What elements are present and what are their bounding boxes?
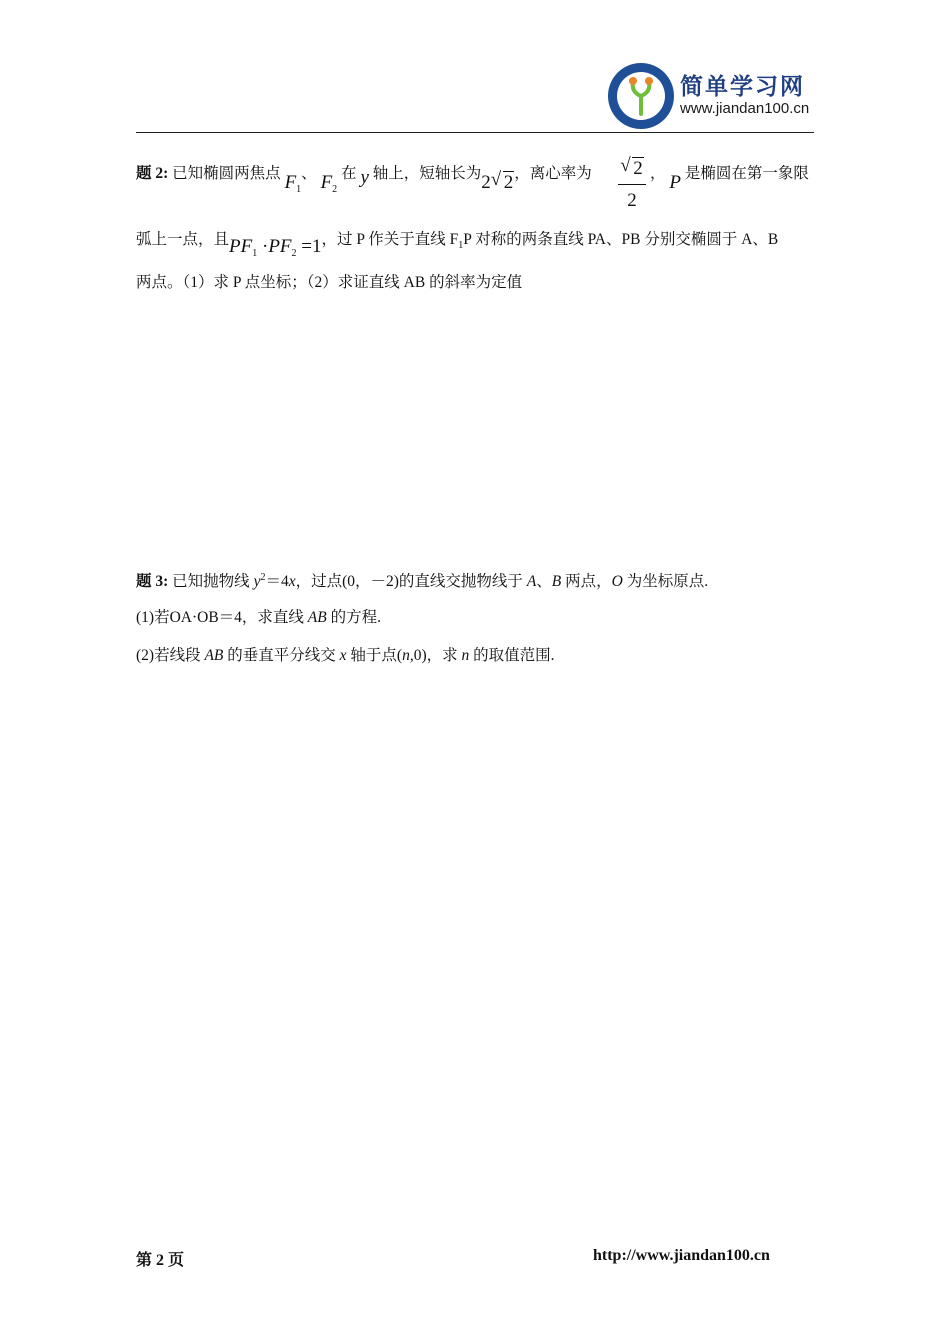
brand-name: 简单学习网 xyxy=(680,74,805,100)
problem3-label: 题 3: xyxy=(136,573,169,590)
problem2-text: 、 xyxy=(301,165,317,182)
math-2sqrt2: 2 √ 2 xyxy=(481,169,514,193)
problem2-text: 已知椭圆两焦点 xyxy=(172,165,281,182)
problem2-text: 弧上一点，且 xyxy=(136,231,230,248)
math-eccentricity-fraction: √ 2 2 xyxy=(617,158,647,212)
problem2-text: 轴上，短轴长为 xyxy=(372,165,482,182)
header-logo xyxy=(607,62,817,132)
math-PF1-dot-PF2: $PF_1 \cdot PF_2 =1$ xyxy=(229,236,322,259)
problem2-label: 题 2: xyxy=(136,165,169,182)
subscript: 1 xyxy=(458,240,464,251)
problem3-line2: (1)若OA·OB＝4，求直线 AB 的方程. xyxy=(136,609,381,626)
math-y: y xyxy=(360,167,369,188)
problem2-line3: 两点。（1）求 P 点坐标；（2）求证直线 AB 的斜率为定值 xyxy=(136,274,523,291)
problem3-line1: 题 3: 已知抛物线 $y^2=4x$，过点(0，－2)的直线交抛物线于 A、B 两点，O 为坐标原点. xyxy=(136,572,709,590)
page-number: 第 2 页 xyxy=(136,1252,185,1269)
math-F2: $F_2$ xyxy=(320,172,338,195)
problem2-line1 xyxy=(136,163,592,195)
problem2-line2 xyxy=(136,229,779,259)
footer-url: http://www.jiandan100.cn xyxy=(593,1247,770,1264)
problem2-text: 在 xyxy=(341,165,357,182)
header-divider xyxy=(136,132,814,133)
problem2-text: 是椭圆在第一象限 xyxy=(684,165,809,182)
math-F1: $F_1$ xyxy=(284,172,302,195)
problem2-line1-end: ， P 是椭圆在第一象限 xyxy=(650,165,809,193)
problem2-text: ，离心率为 xyxy=(514,165,592,182)
problem2-text: P 对称的两条直线 PA、PB 分别交椭圆于 A、B xyxy=(463,231,779,248)
problem3-line3: (2)若线段 AB 的垂直平分线交 x 轴于点(n,0)，求 n 的取值范围. xyxy=(136,647,555,664)
easy-education-seal-icon xyxy=(607,62,675,130)
math-P: P xyxy=(669,172,681,193)
brand-url: www.jiandan100.cn xyxy=(680,100,810,117)
problem2-text: ，过 P 作关于直线 F xyxy=(321,231,459,248)
